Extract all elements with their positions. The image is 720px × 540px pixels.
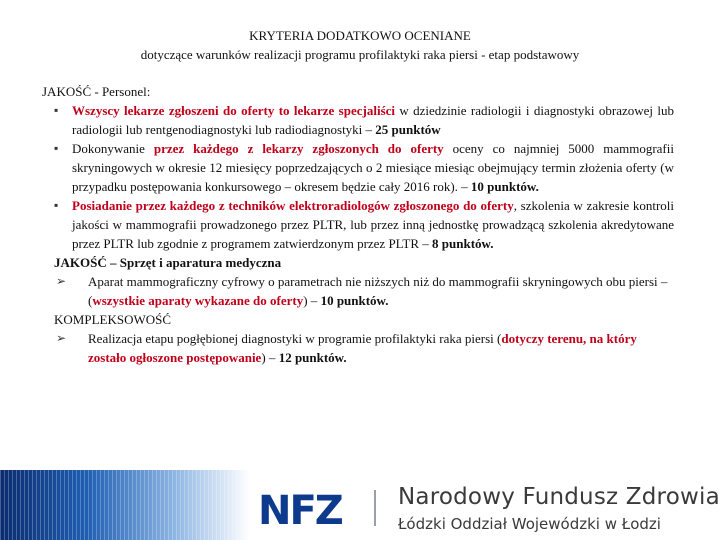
criterion-highlight: Posiadanie przez każdego z techników elektroradiologów zgłoszonego do oferty [72,198,514,213]
criterion-points: 25 punktów [375,122,441,137]
section-heading-personnel: JAKOŚĆ - Personel: [42,84,151,99]
footer-banner [0,470,720,540]
criterion-mammography-assessment [42,139,674,196]
criterion-points: 12 punktów. [278,350,347,365]
criterion-text: , szkolenia w zakresie kontroli jakości w mammografii prowadzonego przez PLTR, lub przez inną jednostkę prowadzącą szkolenia akredytowane przez PLTR lub zgodnie z programem zatwierdzonym przez PLTR – [72,198,675,251]
criterion-deep-diagnostics [56,329,674,367]
slide-subtitle: dotyczące warunków realizacji programu profilaktyki raka piersi - etap podstawowy [140,47,580,62]
criterion-text: Realizacja etapu pogłębionej diagnostyki w programie profilaktyki raka piersi ( [88,331,502,346]
arrow-bullet-icon: ➢ [56,331,67,345]
criterion-highlight: przez każdego z lekarzy zgłoszonych do oferty [153,141,444,156]
criterion-points: 10 punktów. [320,293,389,308]
criterion-text: oceny co najmniej 5000 mammografii skryningowych w okresie 12 miesięcy poprzedzających o 2 miesiące miesiąc obejmujący termin złożenia oferty (w przypadku postępowania konkursowego – okresem będzie cały 2016 rok). – [72,141,674,194]
criterion-mammograph [56,272,674,310]
criterion-points: 10 punktów. [470,179,539,194]
criterion-text: Aparat mammograficzny cyfrowy o parametrach nie niższych niż do mammografii skryningowych obu piersi – ( [88,274,668,308]
criterion-text: ) – [261,350,279,365]
svg-text:NFZ: NFZ [258,488,342,528]
footer-light-streaks [0,470,250,540]
criterion-highlight: wszystkie aparaty wykazane do oferty [92,293,304,308]
criterion-specialists [42,101,674,139]
criterion-points: 8 punktów. [432,236,494,251]
slide-title: KRYTERIA DODATKOWO OCENIANE [249,28,471,43]
square-bullet-icon: ▪ [54,141,59,155]
criterion-text: w dziedzinie radiologii i diagnostyki obrazowej lub radiologii lub rentgenodiagnostyki lub radiodiagnostyki – [72,103,674,137]
square-bullet-icon: ▪ [54,198,59,212]
nfz-logo [258,488,358,528]
criteria-content [42,82,674,367]
criterion-highlight: dotyczy terenu, na który zostało ogłoszone postępowanie [88,331,637,365]
section-heading-complexity: KOMPLEKSOWOŚĆ [54,312,172,327]
criterion-technicians [42,196,674,253]
org-branch: Łódzki Oddział Wojewódzki w Łodzi [398,515,661,533]
footer-divider [374,490,376,526]
criterion-text: ) – [303,293,321,308]
org-name: Narodowy Fundusz Zdrowia [398,484,720,510]
arrow-bullet-icon: ➢ [56,274,67,288]
criterion-highlight: Wszyscy lekarze zgłoszeni do oferty to lekarze specjaliści [72,103,396,118]
square-bullet-icon: ▪ [54,103,59,117]
section-heading-equipment: JAKOŚĆ – Sprzęt i aparatura medyczna [54,255,282,270]
criterion-text: Dokonywanie [72,141,154,156]
